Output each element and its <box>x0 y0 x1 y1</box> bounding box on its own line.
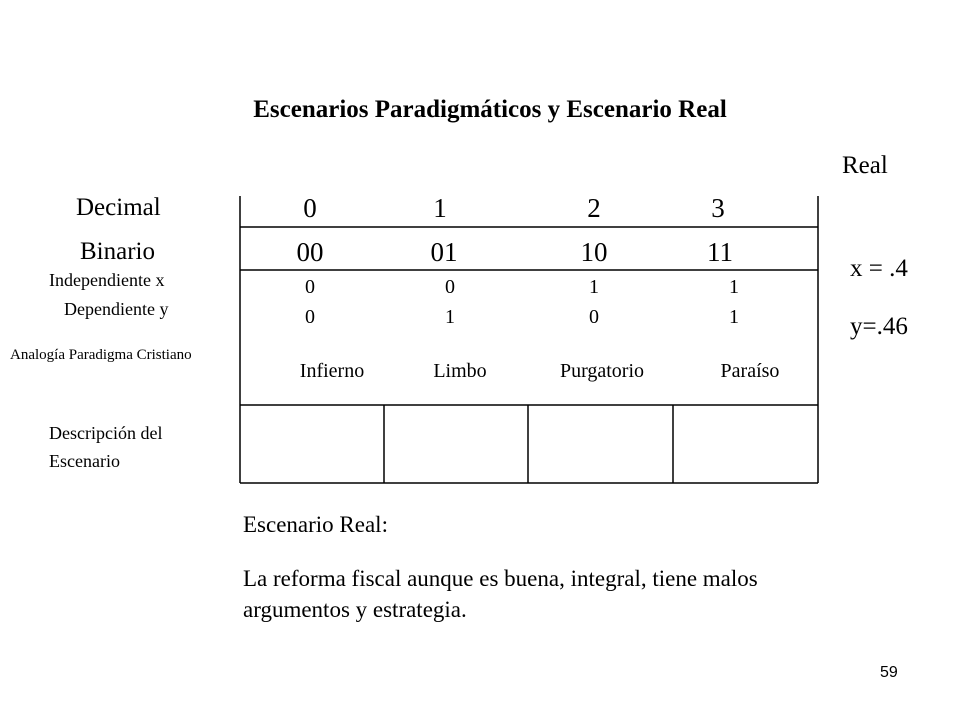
escenario-real-heading: Escenario Real: <box>243 512 388 537</box>
slide-title: Escenarios Paradigmáticos y Escenario Real <box>253 96 727 123</box>
independiente-cell: 0 <box>445 276 455 298</box>
dependiente-cell: 0 <box>589 306 599 328</box>
real-x-value: x = .4 <box>850 255 908 282</box>
independiente-cell: 1 <box>589 276 599 298</box>
decimal-cell: 2 <box>587 193 601 223</box>
row-label-descripcion: Descripción del Escenario <box>49 423 163 471</box>
binario-cell: 10 <box>580 237 608 267</box>
decimal-cell: 1 <box>433 193 447 223</box>
page-number: 59 <box>880 664 898 681</box>
binario-cell: 00 <box>296 237 324 267</box>
dependiente-cell: 1 <box>729 306 739 328</box>
independiente-cell: 0 <box>305 276 315 298</box>
dependiente-cell: 0 <box>305 306 315 328</box>
analogia-cell: Paraíso <box>720 360 780 382</box>
real-y-value: y=.46 <box>850 313 908 340</box>
independiente-cell: 1 <box>729 276 739 298</box>
row-label-dependiente: Dependiente y <box>64 299 169 319</box>
row-label-decimal: Decimal <box>76 194 161 221</box>
decimal-cell: 0 <box>303 193 317 223</box>
row-label-analogia: Analogía Paradigma Cristiano <box>10 347 192 363</box>
row-label-binario: Binario <box>80 238 155 265</box>
real-label: Real <box>842 152 888 179</box>
analogia-cell: Limbo <box>433 360 487 382</box>
dependiente-cell: 1 <box>445 306 455 328</box>
analogia-cell: Purgatorio <box>559 360 645 382</box>
escenario-real-text: La reforma fiscal aunque es buena, integral, tiene malos argumentos y estrategia. <box>243 566 758 622</box>
decimal-cell: 3 <box>711 193 725 223</box>
row-label-independiente: Independiente x <box>49 270 165 290</box>
binario-cell: 11 <box>707 237 733 267</box>
binario-cell: 01 <box>430 237 458 267</box>
analogia-cell: Infierno <box>299 360 365 382</box>
